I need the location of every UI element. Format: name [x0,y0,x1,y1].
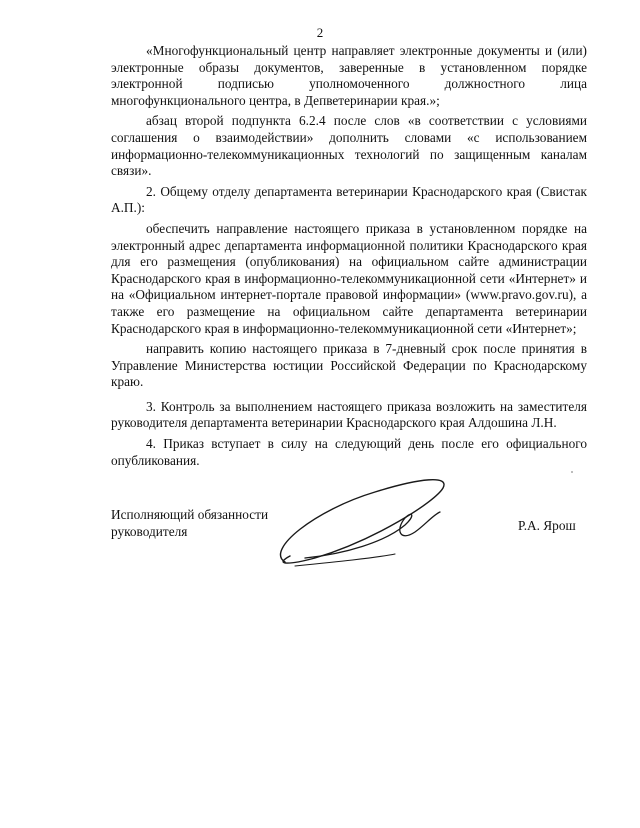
signature-position-line2: руководителя [111,524,188,539]
paragraph-item-3: 3. Контроль за выполнением настоящего приказа возложить на заместителя руководителя департамента ветеринарии Краснодарского края Алдошина Л.Н. [111,398,587,431]
paragraph-publication: обеспечить направление настоящего приказа в установленном порядке на электронный адрес департамента информационной политики Краснодарского края для его размещения (опубликования) на официальном сайте администрации Краснодарского края в информационно-телекоммуникационной сети «Интернет» и на «Официальном интернет-портале правовой информации» (www.pravo.gov.ru), а также его размещение на официальном сайте департамента ветеринарии Краснодарского края в информационно-телекоммуникационной сети «Интернет»; [111,220,587,336]
page-number: 2 [316,25,324,40]
signature-position [111,506,268,540]
handwritten-signature [255,470,455,580]
paragraph-mfc-clause: «Многофункциональный центр направляет электронные документы и (или) электронные образы документов, заверенные в установленном порядке электронной подписью уполномоченного должностного лица многофункционального центра, в Депветеринарии края.»; [111,43,587,108]
document-body [111,43,587,469]
paragraph-item-2: 2. Общему отделу департамента ветеринарии Краснодарского края (Свистак А.П.): [111,183,587,216]
paragraph-item-4: 4. Приказ вступает в силу на следующий день после его официального опубликования. [111,436,587,468]
signature-name: Р.А. Ярош [518,518,576,533]
paragraph-copy-ministry: направить копию настоящего приказа в 7-дневный срок после принятия в Управление Министерства юстиции Российской Федерации по Краснодарскому краю. [111,341,587,390]
signature-position-line1: Исполняющий обязанности [111,507,269,522]
paragraph-subclause-624: абзац второй подпункта 6.2.4 после слов «в соответствии с условиями соглашения о взаимодействии» дополнить словами «с использованием информационно-телекоммуникационных технологий по защищенным каналам связи». [111,113,587,179]
scan-dot-mark [571,471,573,473]
